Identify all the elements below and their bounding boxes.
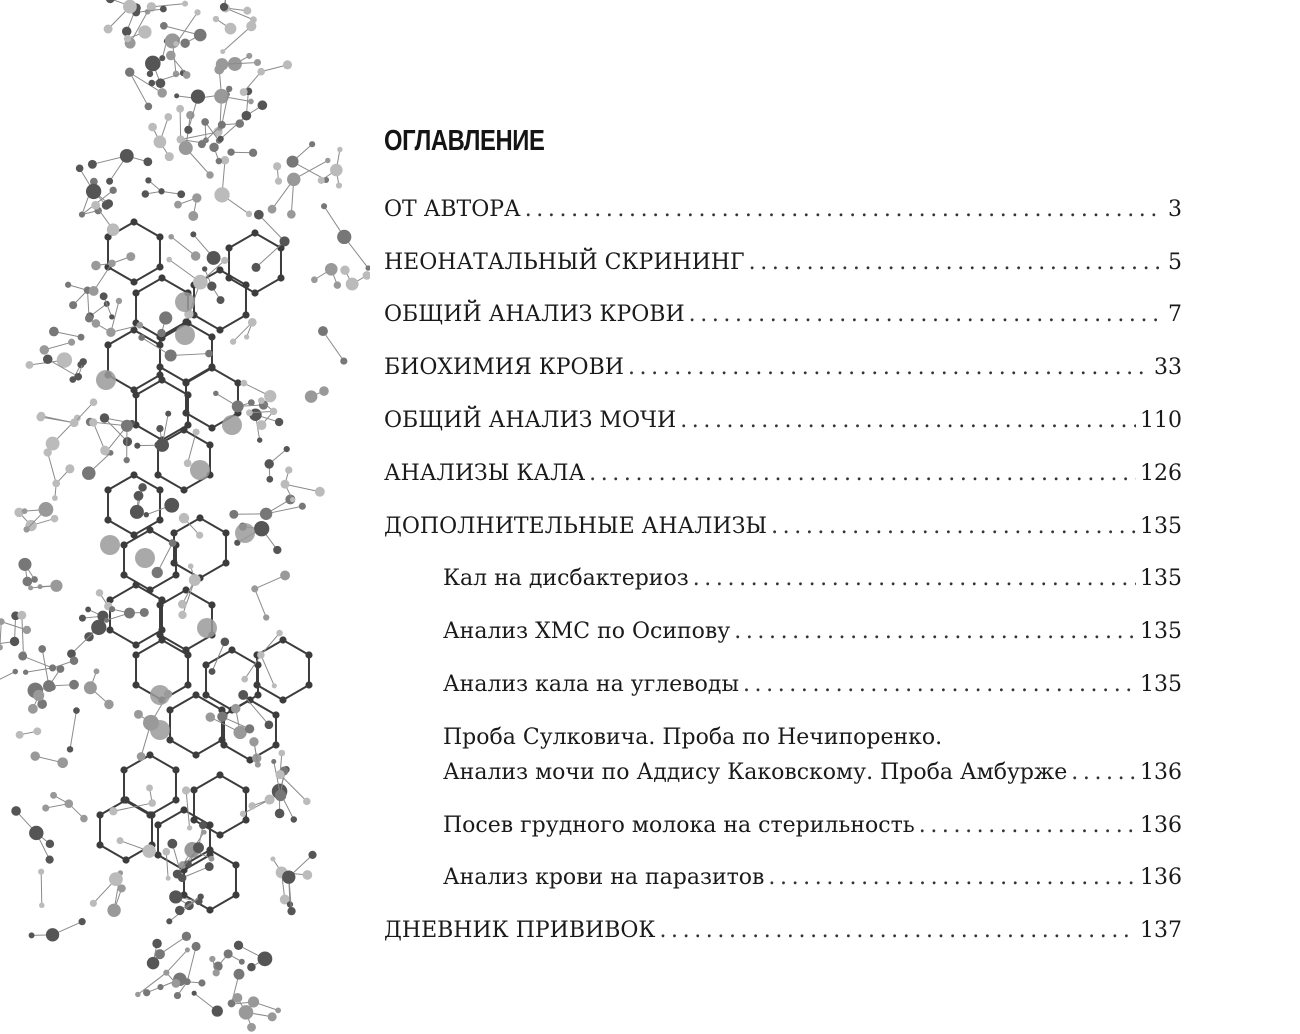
dot-leader [680,406,1136,436]
toc-entry-label: Анализ крови на паразитов [443,865,765,890]
dot-leader [771,512,1136,542]
toc-entry-page: 126 [1140,461,1182,486]
toc-subentry-dysbacteriosis[interactable] [443,564,1182,594]
toc-entry-page: 135 [1140,672,1182,697]
toc-entry-page: 137 [1140,918,1182,943]
toc-entry-page: 7 [1168,302,1182,327]
dot-leader [768,863,1136,893]
toc-entry-label: АНАЛИЗЫ КАЛА [384,461,586,486]
toc-entry-label: ДОПОЛНИТЕЛЬНЫЕ АНАЛИЗЫ [384,514,768,539]
dot-leader [749,248,1164,278]
toc-entry-blood-biochemistry[interactable] [384,353,1182,383]
toc-entry-label: НЕОНАТАЛЬНЫЙ СКРИНИНГ [384,250,745,275]
toc-entry-label: ОТ АВТОРА [384,197,521,222]
toc-entry-page: 136 [1140,865,1182,890]
toc-entry-page: 135 [1140,619,1182,644]
page-title: ОГЛАВЛЕНИЕ [384,125,545,157]
toc-entry-page: 5 [1168,250,1182,275]
toc-entry-label: Анализ кала на углеводы [443,672,739,697]
dot-leader [743,670,1136,700]
toc-entry-page: 135 [1140,514,1182,539]
toc-entry-page: 3 [1168,197,1182,222]
toc-subentry-breast-milk[interactable] [443,811,1182,841]
dot-leader [734,617,1136,647]
toc-entry-page: 135 [1140,566,1182,591]
toc-entry-page: 110 [1140,408,1182,433]
toc-entry-vaccination-diary[interactable] [384,916,1182,946]
dot-leader [1071,758,1136,788]
dot-leader [693,564,1136,594]
toc-entry-urine-analysis[interactable] [384,406,1182,436]
toc-subentry-sulkovich-line1[interactable]: Проба Сулковича. Проба по Нечипоренко. [443,725,943,750]
toc-subentry-parasites[interactable] [443,863,1182,893]
toc-entry-additional-analyses[interactable] [384,512,1182,542]
toc-entry-page: 136 [1140,760,1182,785]
toc-entry-label: ОБЩИЙ АНАЛИЗ МОЧИ [384,408,677,433]
dot-leader [689,300,1164,330]
toc-subentry-osipov[interactable] [443,617,1182,647]
dot-leader [628,353,1150,383]
toc-entry-label: Кал на дисбактериоз [443,566,689,591]
molecule-illustration-icon [0,0,370,1034]
toc-entry-label: Посев грудного молока на стерильность [443,813,915,838]
dot-leader [919,811,1136,841]
dot-leader [659,916,1136,946]
toc-subentry-sulkovich[interactable] [443,758,1182,788]
toc-entry-label: Анализ ХМС по Осипову [443,619,731,644]
toc-entry-neonatal-screening[interactable] [384,248,1182,278]
toc-subentry-carbohydrates[interactable] [443,670,1182,700]
toc-entry-page: 136 [1140,813,1182,838]
toc-entry-label: БИОХИМИЯ КРОВИ [384,355,624,380]
toc-entry-from-author[interactable] [384,195,1182,225]
dot-leader [525,195,1164,225]
toc-entry-stool-analyses[interactable] [384,459,1182,489]
dot-leader [589,459,1136,489]
toc-entry-page: 33 [1154,355,1182,380]
toc-entry-blood-analysis[interactable] [384,300,1182,330]
toc-entry-label: Анализ мочи по Аддису Каковскому. Проба Амбурже [443,760,1068,785]
toc-entry-label: ОБЩИЙ АНАЛИЗ КРОВИ [384,302,685,327]
toc-entry-label: ДНЕВНИК ПРИВИВОК [384,918,656,943]
